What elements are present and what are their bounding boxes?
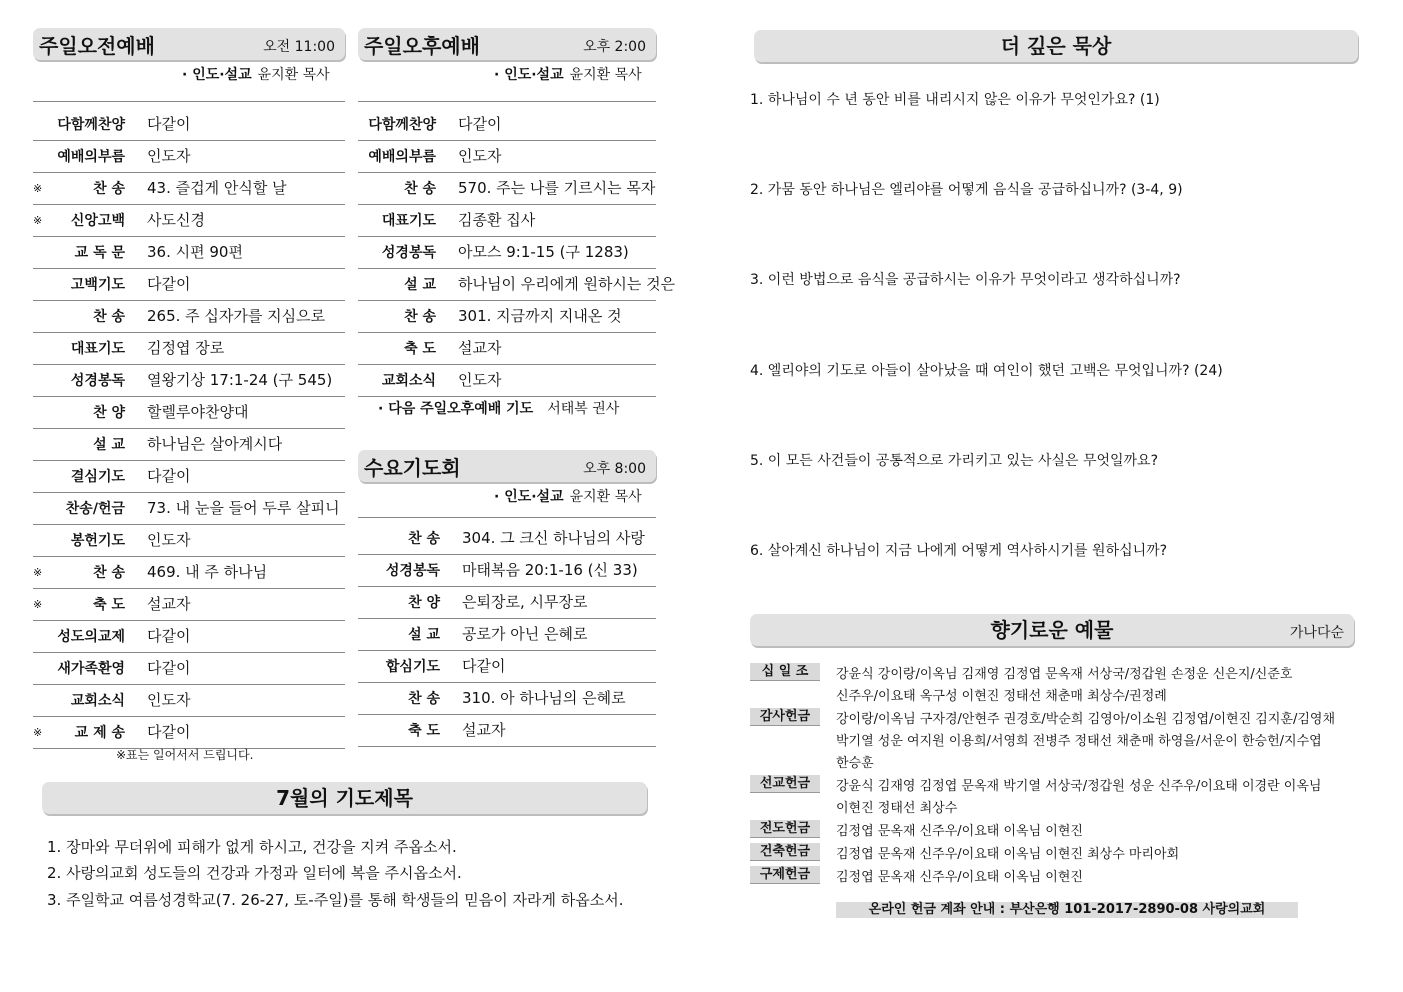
meditation-question: 5. 이 모든 사건들이 공통적으로 가리키고 있는 사실은 무엇일까요? xyxy=(750,453,1159,469)
offering-header xyxy=(750,614,1354,646)
morning-row xyxy=(33,140,345,173)
meditation-question: 1. 하나님이 수 년 동안 비를 내리시지 않은 이유가 무엇인가요? (1) xyxy=(750,92,1160,108)
order-value: 304. 그 크신 하나님의 사랑 xyxy=(462,529,645,547)
order-label: 찬 송 xyxy=(408,531,440,547)
order-value: 인도자 xyxy=(147,147,191,165)
offering-category-label: 건축헌금 xyxy=(750,843,820,861)
order-value: 다같이 xyxy=(147,659,191,677)
bank-account-info: 온라인 헌금 계좌 안내 : 부산은행 101-2017-2890-08 사랑의교회 xyxy=(836,902,1298,918)
meditation-header xyxy=(754,30,1358,62)
morning-row xyxy=(33,396,345,429)
order-value: 다같이 xyxy=(147,723,191,741)
afternoon-title: 주일오후예배 xyxy=(364,34,480,58)
order-value: 265. 주 십자가를 지심으로 xyxy=(147,307,326,325)
order-value: 공로가 아닌 은혜로 xyxy=(462,625,588,643)
standing-mark: ※ xyxy=(33,598,43,611)
order-label: 성경봉독 xyxy=(70,373,125,389)
morning-row xyxy=(33,588,345,621)
order-label: 설 교 xyxy=(93,437,125,453)
afternoon-row xyxy=(358,364,656,397)
wednesday-title: 수요기도회 xyxy=(364,456,461,480)
order-value: 할렐루야찬양대 xyxy=(147,403,249,421)
order-value: 다같이 xyxy=(458,115,502,133)
offering-donor-line: 강이랑/이옥님 구자경/안현주 권경호/박순희 김영아/이소원 김정엽/이현진 김지훈/김영채 xyxy=(836,712,1336,727)
order-value: 아모스 9:1-15 (구 1283) xyxy=(458,243,629,261)
offering-donor-line: 강윤식 강이랑/이옥님 김재영 김정엽 문옥재 서상국/정갑원 손정운 신은지/신준호 xyxy=(836,667,1293,682)
order-value: 열왕기상 17:1-24 (구 545) xyxy=(147,371,333,389)
order-value: 570. 주는 나를 기르시는 목자 xyxy=(458,179,656,197)
offering-category-label: 전도헌금 xyxy=(750,820,820,838)
order-label: 찬 송 xyxy=(93,565,125,581)
order-label: 예배의부름 xyxy=(57,149,125,165)
order-value: 73. 내 눈을 들어 두루 살피니 xyxy=(147,499,340,517)
morning-row xyxy=(33,300,345,333)
order-label: 교 독 문 xyxy=(74,245,125,261)
order-label: 대표기도 xyxy=(381,213,436,229)
order-value: 43. 즐겁게 안식할 날 xyxy=(147,179,287,197)
meditation-title: 더 깊은 묵상 xyxy=(1000,34,1112,58)
order-value: 설교자 xyxy=(458,339,502,357)
order-value: 다같이 xyxy=(147,627,191,645)
wednesday-leader-label: · 인도·설교 xyxy=(494,489,564,505)
morning-row xyxy=(33,172,345,205)
order-value: 하나님은 살아계시다 xyxy=(147,435,283,453)
order-value: 인도자 xyxy=(147,531,191,549)
wednesday-row xyxy=(358,682,656,715)
order-value: 인도자 xyxy=(458,147,502,165)
wednesday-row xyxy=(358,714,656,747)
order-value: 마태복음 20:1-16 (신 33) xyxy=(462,561,638,579)
afternoon-row xyxy=(358,108,656,141)
meditation-question: 3. 이런 방법으로 음식을 공급하시는 이유가 무엇이라고 생각하십니까? xyxy=(750,272,1181,288)
morning-top-rule xyxy=(33,101,345,102)
order-label: 새가족환영 xyxy=(57,661,125,677)
order-label: 찬 송 xyxy=(408,691,440,707)
order-value: 은퇴장로, 시무장로 xyxy=(462,593,588,611)
order-label: 설 교 xyxy=(408,627,440,643)
wednesday-row xyxy=(358,618,656,651)
offering-category-label: 구제헌금 xyxy=(750,866,820,884)
morning-title: 주일오전예배 xyxy=(39,34,155,58)
afternoon-leader-name: 윤지환 목사 xyxy=(569,67,642,83)
offering-category-label: 선교헌금 xyxy=(750,775,820,793)
afternoon-row xyxy=(358,204,656,237)
offering-donor-line: 김정엽 문옥재 신주우/이요태 이옥님 이현진 xyxy=(836,870,1083,885)
offering-donor-line: 박기열 성운 여지원 이용희/서영희 전병주 정태선 채춘매 하영을/서운이 한승헌/지수엽 xyxy=(836,734,1322,749)
wednesday-leader xyxy=(494,486,642,506)
order-label: 신앙고백 xyxy=(70,213,125,229)
order-label: 대표기도 xyxy=(70,341,125,357)
order-label: 찬 송 xyxy=(93,181,125,197)
order-value: 301. 지금까지 지내온 것 xyxy=(458,307,622,325)
order-label: 교 제 송 xyxy=(74,725,125,741)
prayer-item: 2. 사랑의교회 성도들의 건강과 가정과 일터에 복을 주시옵소서. xyxy=(47,864,462,882)
offering-donor-line: 한승훈 xyxy=(836,756,874,771)
order-label: 찬 양 xyxy=(408,595,440,611)
morning-row xyxy=(33,524,345,557)
standing-mark: ※ xyxy=(33,214,43,227)
order-label: 축 도 xyxy=(93,597,125,613)
next-prayer-name: 서태복 권사 xyxy=(547,401,620,417)
order-value: 설교자 xyxy=(147,595,191,613)
order-value: 469. 내 주 하나님 xyxy=(147,563,268,581)
order-label: 성도의교제 xyxy=(57,629,125,645)
morning-leader-label: · 인도·설교 xyxy=(182,67,252,83)
order-label: 다함께찬양 xyxy=(57,117,125,133)
morning-time: 오전 11:00 xyxy=(263,39,335,55)
afternoon-top-rule xyxy=(358,101,656,102)
morning-row xyxy=(33,460,345,493)
order-label: 예배의부름 xyxy=(368,149,436,165)
standing-mark: ※ xyxy=(33,566,43,579)
offering-donor-line: 이현진 정태선 최상수 xyxy=(836,801,958,816)
order-label: 봉헌기도 xyxy=(70,533,125,549)
order-label: 축 도 xyxy=(408,723,440,739)
order-value: 하나님이 우리에게 원하시는 것은 xyxy=(458,275,676,293)
order-value: 다같이 xyxy=(147,467,191,485)
prayer-item: 3. 주일학교 여름성경학교(7. 26-27, 토-주일)를 통해 학생들의 믿음이 자라게 하옵소서. xyxy=(47,891,624,909)
afternoon-row xyxy=(358,300,656,333)
offering-donor-line: 신주우/이요태 옥구성 이현진 정태선 채춘매 최상수/권정례 xyxy=(836,689,1167,704)
order-value: 설교자 xyxy=(462,721,506,739)
morning-row xyxy=(33,364,345,397)
morning-row xyxy=(33,652,345,685)
morning-row xyxy=(33,332,345,365)
morning-row xyxy=(33,492,345,525)
afternoon-row xyxy=(358,172,656,205)
meditation-question: 4. 엘리야의 기도로 아들이 살아났을 때 여인이 했던 고백은 무엇입니까? (24) xyxy=(750,363,1223,379)
order-value: 인도자 xyxy=(458,371,502,389)
order-label: 성경봉독 xyxy=(385,563,440,579)
offering-donor-line: 김정엽 문옥재 신주우/이요태 이옥님 이현진 xyxy=(836,824,1083,839)
morning-row xyxy=(33,684,345,717)
prayer-item: 1. 장마와 무더위에 피해가 없게 하시고, 건강을 지켜 주옵소서. xyxy=(47,838,457,856)
order-label: 교회소식 xyxy=(70,693,125,709)
morning-row xyxy=(33,204,345,237)
order-label: 찬 송 xyxy=(404,181,436,197)
offering-category-label: 감사헌금 xyxy=(750,708,820,726)
afternoon-time: 오후 2:00 xyxy=(583,39,646,55)
prayer-header xyxy=(42,782,647,814)
morning-standing-note: ※표는 일어서서 드립니다. xyxy=(116,748,254,762)
morning-row xyxy=(33,268,345,301)
order-label: 합심기도 xyxy=(385,659,440,675)
morning-row xyxy=(33,236,345,269)
wednesday-header xyxy=(358,450,656,482)
order-value: 김종환 집사 xyxy=(458,211,536,229)
wednesday-row xyxy=(358,554,656,587)
next-prayer-label: · 다음 주일오후예배 기도 xyxy=(378,401,534,417)
order-value: 김정엽 장로 xyxy=(147,339,225,357)
offering-donor-line: 강윤식 김재영 김정엽 문옥재 박기열 서상국/정갑원 성운 신주우/이요태 이경란 이옥님 xyxy=(836,779,1322,794)
afternoon-header xyxy=(358,28,656,60)
afternoon-row xyxy=(358,268,676,301)
order-value: 310. 아 하나님의 은혜로 xyxy=(462,689,626,707)
morning-row xyxy=(33,620,345,653)
order-value: 36. 시편 90편 xyxy=(147,243,243,261)
wednesday-row xyxy=(358,586,656,619)
order-value: 사도신경 xyxy=(147,211,205,229)
wednesday-row xyxy=(358,522,656,555)
morning-row xyxy=(33,108,345,141)
order-label: 다함께찬양 xyxy=(368,117,436,133)
order-label: 결심기도 xyxy=(70,469,125,485)
afternoon-leader xyxy=(494,64,642,84)
order-label: 찬 송 xyxy=(404,309,436,325)
order-label: 축 도 xyxy=(404,341,436,357)
order-label: 교회소식 xyxy=(381,373,436,389)
afternoon-row xyxy=(358,236,656,269)
wednesday-row xyxy=(358,650,656,683)
order-value: 인도자 xyxy=(147,691,191,709)
offering-donor-line: 김정엽 문옥재 신주우/이요태 이옥님 이현진 최상수 마리아회 xyxy=(836,847,1180,862)
meditation-question: 6. 살아계신 하나님이 지금 나에게 어떻게 역사하시기를 원하십니까? xyxy=(750,543,1168,559)
order-value: 다같이 xyxy=(462,657,506,675)
morning-row xyxy=(33,556,345,589)
prayer-title: 7월의 기도제목 xyxy=(276,786,413,810)
order-label: 고백기도 xyxy=(70,277,125,293)
afternoon-next-prayer xyxy=(378,398,619,418)
standing-mark: ※ xyxy=(33,726,43,739)
afternoon-leader-label: · 인도·설교 xyxy=(494,67,564,83)
standing-mark: ※ xyxy=(33,182,43,195)
order-label: 찬 양 xyxy=(93,405,125,421)
wednesday-leader-name: 윤지환 목사 xyxy=(569,489,642,505)
afternoon-row xyxy=(358,140,656,173)
morning-row xyxy=(33,716,345,749)
offering-title: 향기로운 예물 xyxy=(990,618,1114,642)
morning-header xyxy=(33,28,345,60)
morning-row xyxy=(33,428,345,461)
morning-leader xyxy=(182,64,330,84)
order-value: 다같이 xyxy=(147,275,191,293)
order-label: 찬 송 xyxy=(93,309,125,325)
order-label: 성경봉독 xyxy=(381,245,436,261)
order-label: 찬송/헌금 xyxy=(65,501,125,517)
morning-leader-name: 윤지환 목사 xyxy=(257,67,330,83)
order-label: 설 교 xyxy=(404,277,436,293)
order-value: 다같이 xyxy=(147,115,191,133)
afternoon-row xyxy=(358,332,656,365)
wednesday-top-rule xyxy=(358,517,656,518)
meditation-question: 2. 가뭄 동안 하나님은 엘리야를 어떻게 음식을 공급하십니까? (3-4, 9) xyxy=(750,182,1183,198)
offering-category-label: 십 일 조 xyxy=(750,663,820,681)
wednesday-time: 오후 8:00 xyxy=(583,461,646,477)
offering-order-note: 가나다순 xyxy=(1289,625,1344,641)
